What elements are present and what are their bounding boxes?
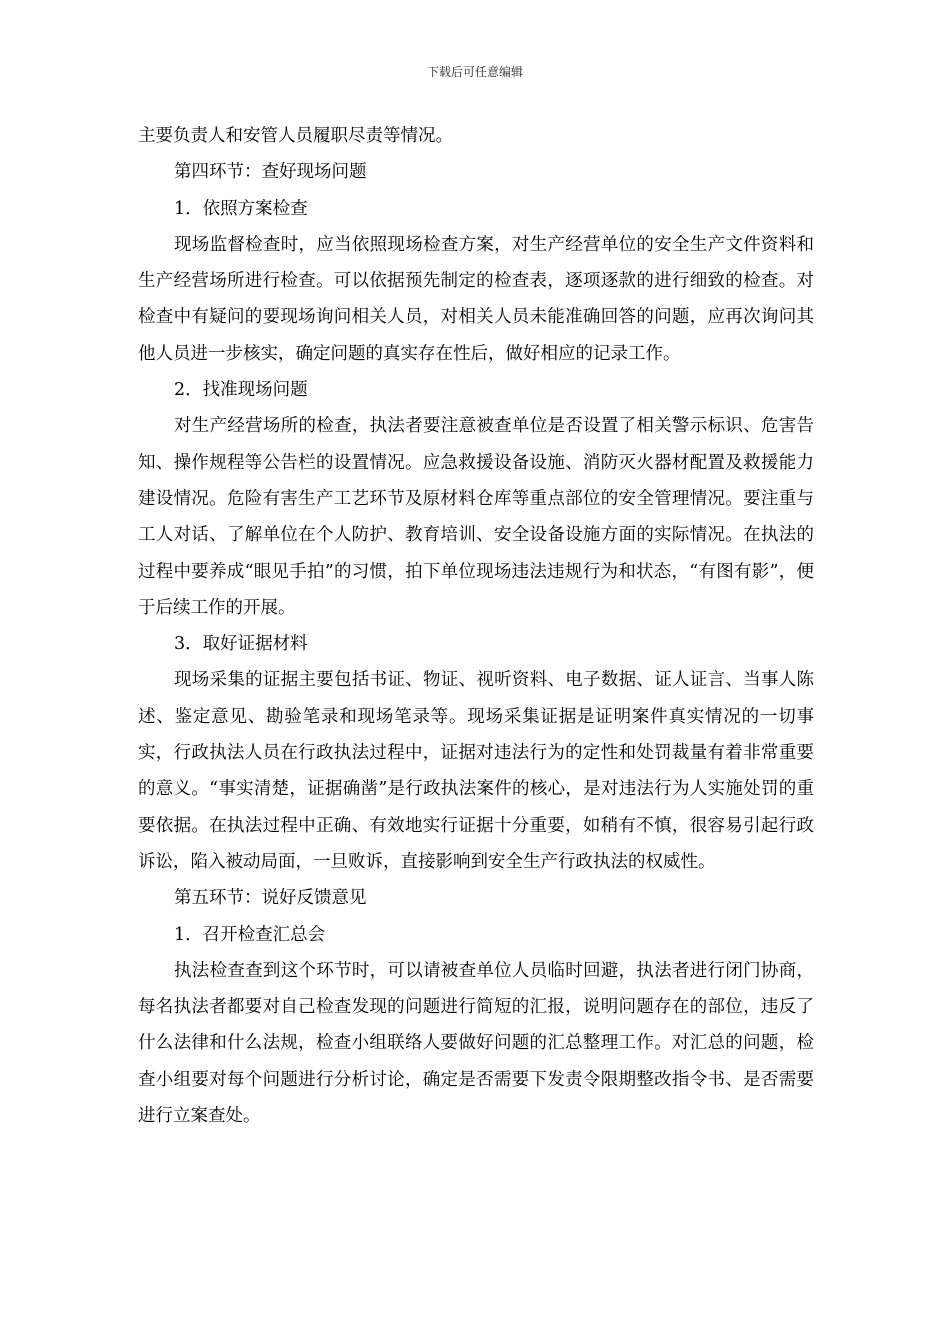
- paragraph-4-2: 对生产经营场所的检查，执法者要注意被查单位是否设置了相关警示标识、危害告知、操作规程等公告栏的设置情况。应急救援设备设施、消防灭火器材配置及救援能力建设情况。危险有害生产工艺环节及原材料仓库等重点部位的安全管理情况。要注重与工人对话、了解单位在个人防护、教育培训、安全设备设施方面的实际情况。在执法的过程中要养成“眼见手拍”的习惯，拍下单位现场违法违规行为和状态，“有图有影”，便于后续工作的开展。: [138, 416, 814, 618]
- paragraph-4-1: 现场监督检查时，应当依照现场检查方案，对生产经营单位的安全生产文件资料和生产经营场所进行检查。可以依据预先制定的检查表，逐项逐款的进行细致的检查。对检查中有疑问的要现场询问相关人员，对相关人员未能准确回答的问题，应再次询问其他人员进一步核实，确定问题的真实存在性后，做好相应的记录工作。: [138, 234, 814, 364]
- paragraph-4-3: 现场采集的证据主要包括书证、物证、视听资料、电子数据、证人证言、当事人陈述、鉴定意见、勘验笔录和现场笔录等。现场采集证据是证明案件真实情况的一切事实，行政执法人员在行政执法过程中，证据对违法行为的定性和处罚裁量有着非常重要的意义。“事实清楚，证据确凿”是行政执法案件的核心，是对违法行为人实施处罚的重要依据。在执法过程中正确、有效地实行证据十分重要，如稍有不慎，很容易引起行政诉讼，陷入被动局面，一旦败诉，直接影响到安全生产行政执法的权威性。: [138, 670, 814, 872]
- subheading-4-3: 3．取好证据材料: [174, 634, 308, 655]
- paragraph-5-1: 执法检查查到这个环节时，可以请被查单位人员临时回避，执法者进行闭门协商，每名执法者都要对自己检查发现的问题进行简短的汇报，说明问题存在的部位，违反了什么法律和什么法规，检查小组联络人要做好问题的汇总整理工作。对汇总的问题，检查小组要对每个问题进行分析讨论，确定是否需要下发责令限期整改指令书、是否需要进行立案查处。: [138, 960, 814, 1127]
- subheading-5-1: 1．召开检查汇总会: [174, 924, 326, 945]
- section-heading-4: 第四环节：查好现场问题: [174, 162, 367, 183]
- subheading-4-2: 2．找准现场问题: [174, 380, 308, 401]
- document-body: [138, 118, 814, 1134]
- subheading-4-1: 1．依照方案检查: [174, 198, 308, 219]
- paragraph-continuation: 主要负责人和安管人员履职尽责等情况。: [138, 126, 453, 146]
- section-heading-5: 第五环节：说好反馈意见: [174, 888, 367, 909]
- page-header-note: 下载后可任意编辑: [426, 65, 523, 79]
